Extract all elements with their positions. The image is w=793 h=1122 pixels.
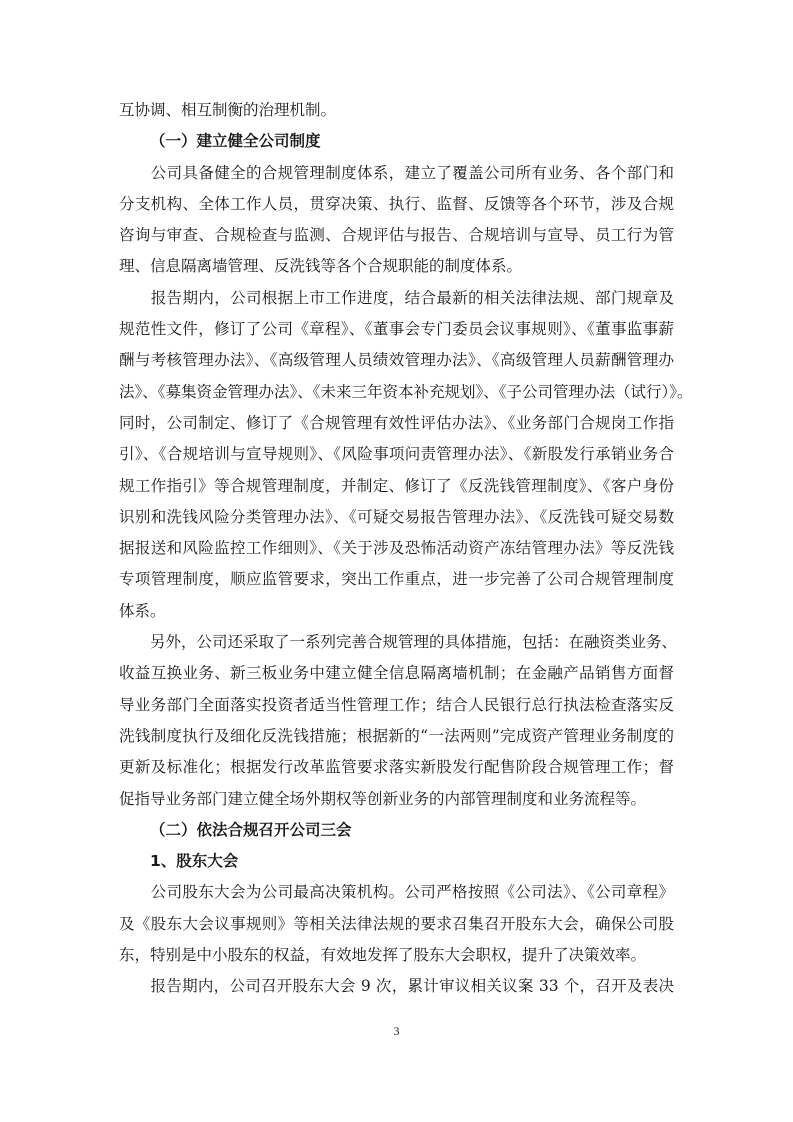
body-text-line: 引》、《合规培训与宣导规则》、《风险事项问责管理办法》、《新股发行承销业务合 [119,445,674,464]
section-heading: 1、股东大会 [150,852,239,871]
body-text-line: 及《股东大会议事规则》等相关法律法规的要求召集召开股东大会，确保公司股 [119,914,674,933]
body-text-line: 规工作指引》等合规管理制度，并制定、修订了《反洗钱管理制度》、《客户身份 [119,476,674,495]
body-text-line: 规范性文件，修订了公司《章程》、《董事会专门委员会议事规则》、《董事监事薪 [119,320,674,339]
body-text-line: 分支机构、全体工作人员，贯穿决策、执行、监督、反馈等各个环节，涉及合规 [119,194,674,213]
page-number: 3 [393,1024,400,1038]
body-text-line: 法》、《募集资金管理办法》、《未来三年资本补充规划》、《子公司管理办法（试行）》。 [119,382,693,401]
body-text-line: 同时，公司制定、修订了《合规管理有效性评估办法》、《业务部门合规岗工作指 [119,413,674,432]
body-text-line: 据报送和风险监控工作细则》、《关于涉及恐怖活动资产冻结管理办法》等反洗钱 [119,539,674,558]
body-text-line: 咨询与审查、合规检查与监测、合规评估与报告、合规培训与宣导、员工行为管 [119,226,674,245]
body-text-line: 专项管理制度，顺应监管要求，突出工作重点，进一步完善了公司合规管理制度 [119,570,674,589]
body-text-line: 更新及标准化；根据发行改革监管要求落实新股发行配售阶段合规管理工作；督 [119,758,674,777]
body-text-line: 酬与考核管理办法》、《高级管理人员绩效管理办法》、《高级管理人员薪酬管理办 [119,351,674,370]
document-body [119,95,693,1003]
body-text-line: 理、信息隔离墙管理、反洗钱等各个合规职能的制度体系。 [119,257,523,276]
body-text-line: 报告期内，公司召开股东大会 9 次，累计审议相关议案 33 个，召开及表决 [119,977,674,996]
body-text-line: 公司股东大会为公司最高决策机构。公司严格按照《公司法》、《公司章程》 [119,883,674,902]
body-text-line: 体系。 [119,601,166,620]
section-heading: （二）依法合规召开公司三会 [150,820,352,839]
body-text-line: 促指导业务部门建立健全场外期权等创新业务的内部管理制度和业务流程等。 [119,789,647,808]
section-heading: （一）建立健全公司制度 [150,132,321,151]
body-text-line: 另外，公司还采取了一系列完善合规管理的具体措施，包括：在融资类业务、 [119,633,678,652]
body-text-line: 报告期内，公司根据上市工作进度，结合最新的相关法律法规、部门规章及 [119,288,674,307]
body-text-line: 收益互换业务、新三板业务中建立健全信息隔离墙机制；在金融产品销售方面督 [119,664,674,683]
body-text-line: 识别和洗钱风险分类管理办法》、《可疑交易报告管理办法》、《反洗钱可疑交易数 [119,507,674,526]
body-text-line: 东，特别是中小股东的权益，有效地发挥了股东大会职权，提升了决策效率。 [119,946,647,965]
body-text-line: 洗钱制度执行及细化反洗钱措施；根据新的“一法两则”完成资产管理业务制度的 [119,726,674,745]
body-text-line: 导业务部门全面落实投资者适当性管理工作；结合人民银行总行执法检查落实反 [119,695,674,714]
body-text-line: 公司具备健全的合规管理制度体系，建立了覆盖公司所有业务、各个部门和 [119,163,674,182]
body-text-line: 互协调、相互制衡的治理机制。 [119,101,337,119]
